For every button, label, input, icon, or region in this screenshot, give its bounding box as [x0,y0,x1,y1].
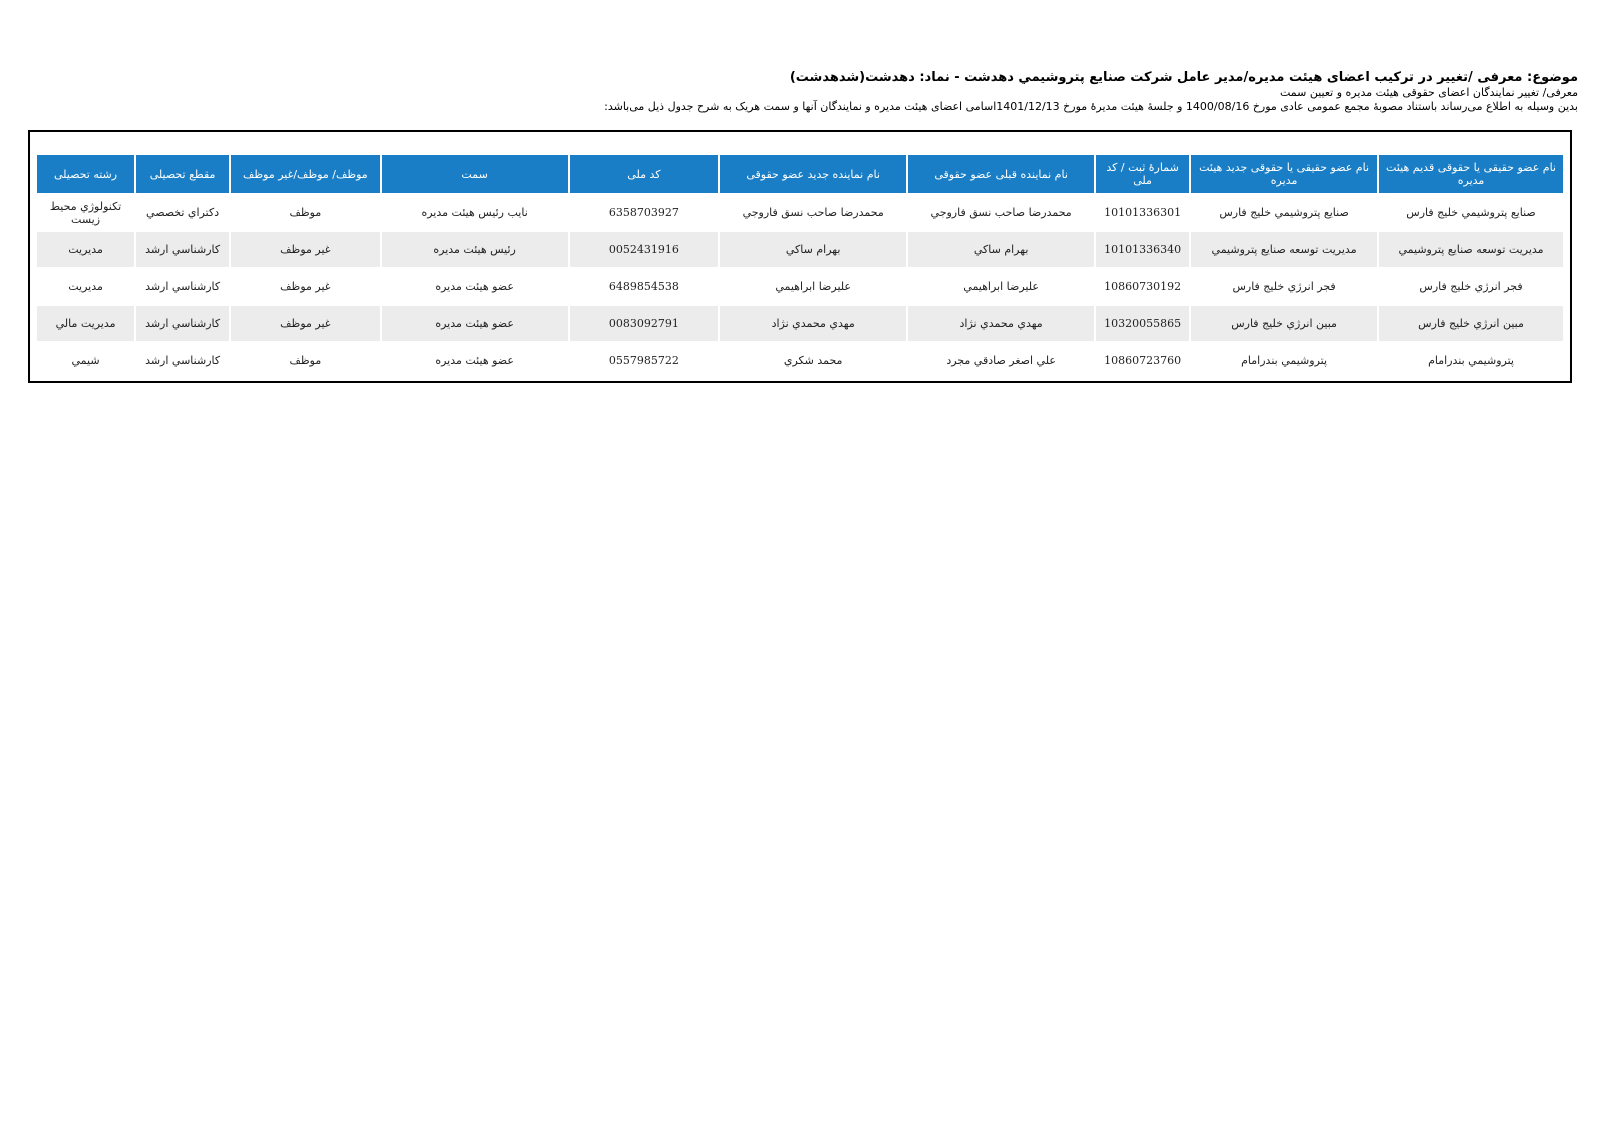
column-header: کد ملی [570,153,719,193]
table-cell: فجر انرژي خليج فارس [1191,267,1377,304]
table-cell: نايب رئيس هيئت مديره [382,193,568,230]
table-cell: پتروشيمي بندرامام [1191,341,1377,378]
table-cell: عضو هيئت مديره [382,341,568,378]
table-cell: 0083092791 [570,304,719,341]
table-cell: کارشناسي ارشد [136,304,229,341]
table-cell: موظف [231,193,380,230]
table-cell: مبين انرژي خليج فارس [1191,304,1377,341]
announcement-header [378,70,1578,114]
table-cell: 10101336340 [1096,230,1189,267]
table-cell: مديريت توسعه صنايع پتروشيمي [1191,230,1377,267]
table-cell: محمدرضا صاحب نسق فاروجي [908,193,1094,230]
column-header: مقطع تحصيلی [136,153,229,193]
column-header: نام عضو حقيقی يا حقوقی قديم هيئت مديره [1379,153,1563,193]
table-cell: مديريت مالي [37,304,134,341]
column-header: شمارۀ ثبت / کد ملی [1096,153,1189,193]
table-cell: دکتراي تخصصي [136,193,229,230]
table-cell: تکنولوژي محيط زيست [37,193,134,230]
table-row [37,230,1563,267]
table-cell: عضو هيئت مديره [382,267,568,304]
table-cell: غير موظف [231,267,380,304]
table-cell: محمد شکري [720,341,906,378]
subject-title: موضوع: معرفی /تغيير در ترکيب اعضای هيئت مديره/مدير عامل شرکت صنايع پتروشيمي دهدشت - نماد: دهدشت(شدهدشت) [789,70,1578,85]
table-cell: 0557985722 [570,341,719,378]
table-cell: مديريت توسعه صنايع پتروشيمي [1379,230,1563,267]
table-cell: 0052431916 [570,230,719,267]
table-cell: غير موظف [231,304,380,341]
table-cell: مهدي محمدي نژاد [720,304,906,341]
table-cell: کارشناسي ارشد [136,341,229,378]
table-row [37,304,1563,341]
table-header-row [37,153,1563,193]
table-cell: مديريت [37,267,134,304]
board-table-wrapper [35,153,1565,378]
table-row [37,193,1563,230]
table-cell: فجر انرژي خليج فارس [1379,267,1563,304]
subject-subtitle: معرفی/ تغيير نمايندگان اعضای حقوقی هيئت مديره و تعيين سمت [1279,86,1578,99]
table-row [37,267,1563,304]
table-cell: عليرضا ابراهيمي [908,267,1094,304]
table-cell: 10320055865 [1096,304,1189,341]
table-cell: کارشناسي ارشد [136,230,229,267]
board-members-table [35,153,1565,378]
table-cell: بهرام ساکي [908,230,1094,267]
board-table-frame [28,130,1572,383]
column-header: نام عضو حقيقی يا حقوقی جديد هيئت مديره [1191,153,1377,193]
column-header: نام نماينده جديد عضو حقوقی [720,153,906,193]
table-cell: موظف [231,341,380,378]
table-cell: 6489854538 [570,267,719,304]
table-cell: 6358703927 [570,193,719,230]
table-cell: علي اصغر صادقي مجرد [908,341,1094,378]
column-header: رشته تحصيلی [37,153,134,193]
column-header: نام نماينده قبلی عضو حقوقی [908,153,1094,193]
table-cell: 10860730192 [1096,267,1189,304]
table-cell: شيمي [37,341,134,378]
table-cell: 10101336301 [1096,193,1189,230]
table-cell: کارشناسي ارشد [136,267,229,304]
table-cell: عضو هيئت مديره [382,304,568,341]
table-cell: بهرام ساکي [720,230,906,267]
table-cell: مديريت [37,230,134,267]
intro-paragraph: بدين وسيله به اطلاع می‌رساند باستناد مصوبۀ مجمع عمومی عادی مورخ 1400/08/16 و جلسۀ هيئت مديرۀ مورخ 1401/12/13اسامی اعضای هيئت مديره و نمايندگان آنها و سمت هريک به شرح جدول ذيل می‌باشد: [604,100,1578,113]
table-cell: غير موظف [231,230,380,267]
table-cell: مهدي محمدي نژاد [908,304,1094,341]
table-cell: پتروشيمي بندرامام [1379,341,1563,378]
table-cell: صنايع پتروشيمي خليج فارس [1379,193,1563,230]
column-header: سمت [382,153,568,193]
table-cell: 10860723760 [1096,341,1189,378]
table-cell: عليرضا ابراهيمي [720,267,906,304]
table-cell: محمدرضا صاحب نسق فاروجي [720,193,906,230]
table-cell: صنايع پتروشيمي خليج فارس [1191,193,1377,230]
column-header: موظف/ موظف/غير موظف [231,153,380,193]
table-cell: مبين انرژي خليج فارس [1379,304,1563,341]
table-row [37,341,1563,378]
table-cell: رئيس هيئت مديره [382,230,568,267]
